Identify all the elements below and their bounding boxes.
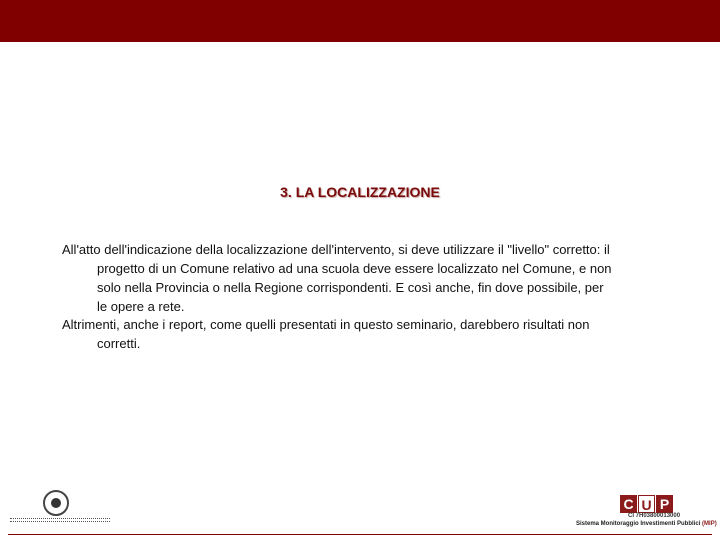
cup-letter-p: P xyxy=(656,495,673,513)
republic-emblem-icon xyxy=(43,490,69,516)
text-line: corretti. xyxy=(97,336,141,351)
top-banner xyxy=(0,0,720,42)
text-line: progetto di un Comune relativo ad una scuola deve essere localizzato nel Comune, e non xyxy=(97,261,612,276)
cup-caption-text: Sistema Monitoraggio Investimenti Pubblici xyxy=(576,521,701,527)
paragraph-localizzazione xyxy=(62,240,672,316)
cup-caption-abbr: (MIP) xyxy=(702,521,717,527)
ministry-logo xyxy=(10,490,110,528)
text-line: Altrimenti, anche i report, come quelli presentati in questo seminario, darebbero risultati non xyxy=(62,317,590,332)
text-line: All'atto dell'indicazione della localizzazione dell'intervento, si deve utilizzare il "livello" corretto: il xyxy=(62,242,610,257)
cup-logo xyxy=(576,495,717,531)
footer-divider xyxy=(8,534,712,535)
slide-title: 3. LA LOCALIZZAZIONE xyxy=(280,184,440,200)
cup-letter-u: U xyxy=(638,495,655,513)
paragraph-report xyxy=(62,315,672,353)
text-line: le opere a rete. xyxy=(97,299,185,314)
cup-code: CI 7H03800013000 xyxy=(628,513,681,519)
ministry-caption xyxy=(10,518,110,522)
cup-letter-c: C xyxy=(620,495,637,513)
text-line: solo nella Provincia o nella Regione corrispondenti. E così anche, fin dove possibile, per xyxy=(97,280,604,295)
cup-caption xyxy=(576,521,717,527)
